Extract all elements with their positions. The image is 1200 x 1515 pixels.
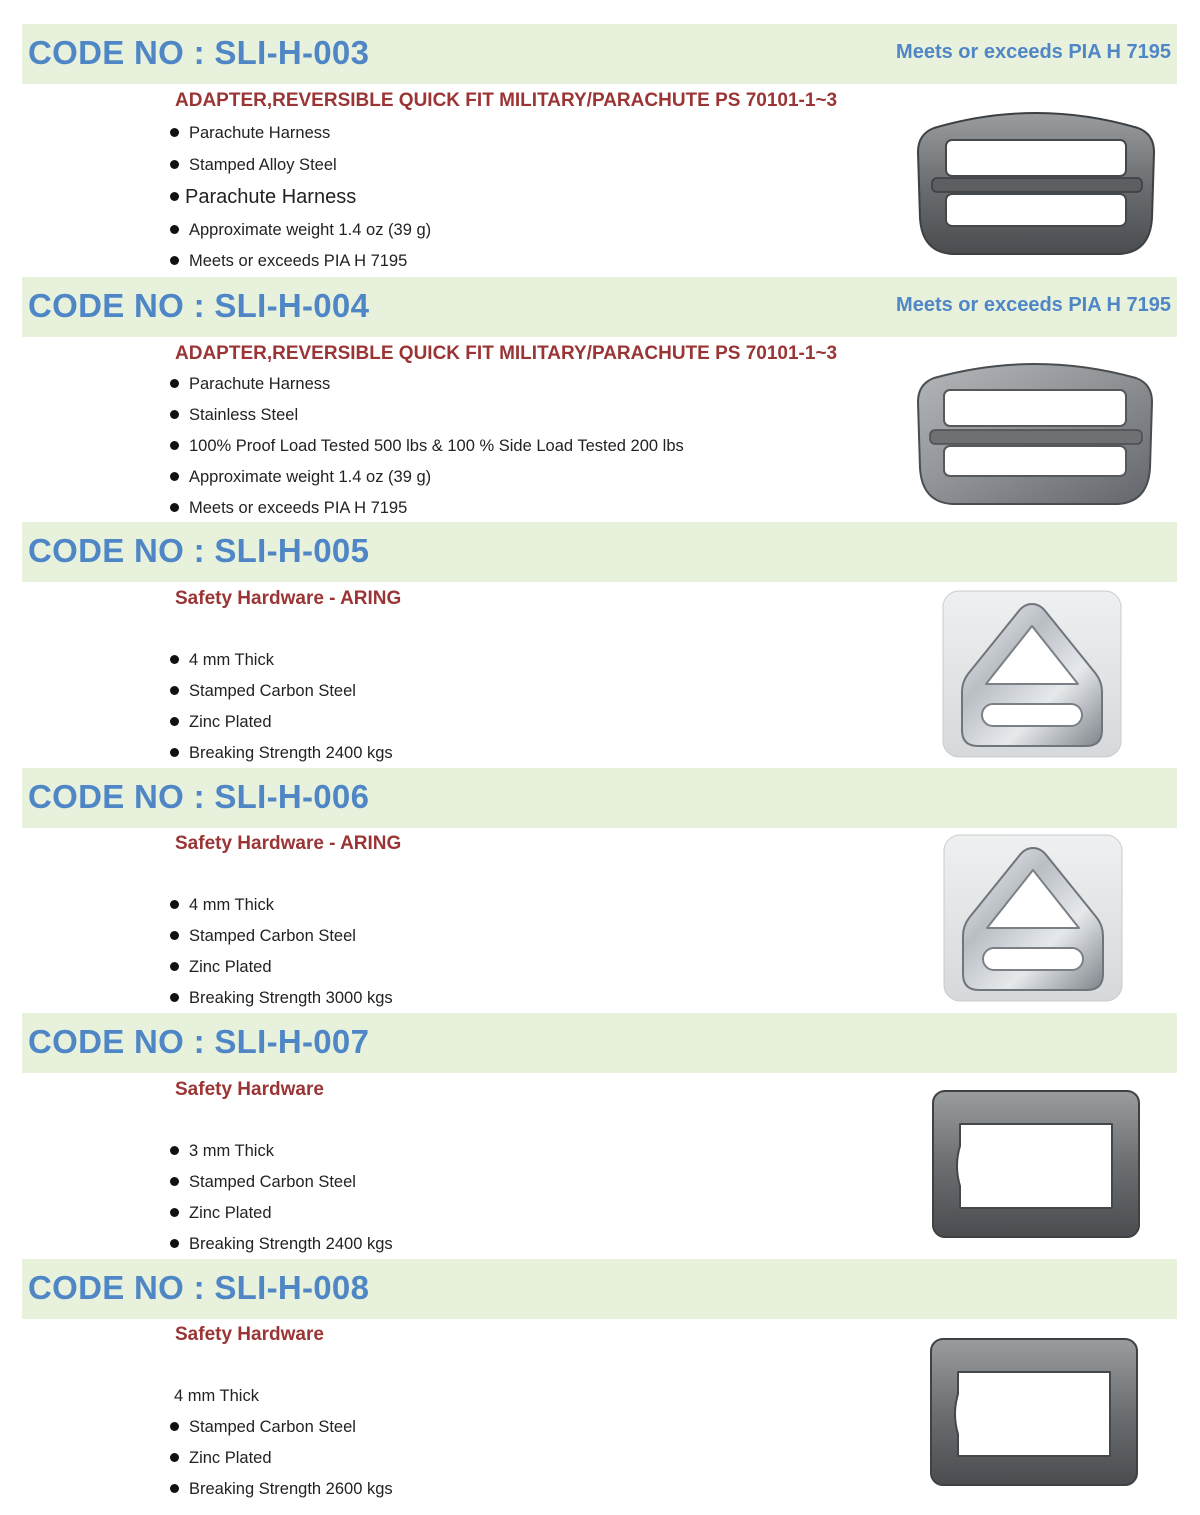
bullet-icon bbox=[170, 256, 179, 265]
feature-item: Zinc Plated bbox=[170, 1204, 272, 1223]
feature-item: Zinc Plated bbox=[170, 713, 272, 732]
product-subtitle: Safety Hardware - ARING bbox=[175, 833, 402, 854]
feature-item: Stamped Carbon Steel bbox=[170, 1173, 356, 1192]
feature-item: Approximate weight 1.4 oz (39 g) bbox=[170, 221, 431, 240]
product-code: CODE NO : SLI-H-007 bbox=[28, 1023, 370, 1060]
bullet-icon bbox=[170, 1208, 179, 1217]
product-code: CODE NO : SLI-H-008 bbox=[28, 1269, 370, 1306]
product-code: CODE NO : SLI-H-003 bbox=[28, 34, 370, 71]
section-header bbox=[22, 768, 1177, 828]
bullet-icon bbox=[170, 1177, 179, 1186]
product-subtitle: ADAPTER,REVERSIBLE QUICK FIT MILITARY/PARACHUTE PS 70101-1~3 bbox=[175, 343, 838, 364]
bullet-icon bbox=[170, 1422, 179, 1431]
feature-item: 3 mm Thick bbox=[170, 1142, 274, 1161]
feature-item: Breaking Strength 2400 kgs bbox=[170, 1235, 393, 1254]
feature-item: Breaking Strength 2400 kgs bbox=[170, 744, 393, 763]
section-header bbox=[22, 522, 1177, 582]
section-header bbox=[22, 24, 1177, 84]
bullet-icon bbox=[170, 192, 179, 201]
bullet-icon bbox=[170, 160, 179, 169]
feature-item: Breaking Strength 2600 kgs bbox=[170, 1480, 393, 1499]
rectangular-ring-image bbox=[928, 1336, 1140, 1488]
section-header bbox=[22, 1013, 1177, 1073]
feature-item: Stamped Carbon Steel bbox=[170, 1418, 356, 1437]
bullet-icon bbox=[170, 931, 179, 940]
a-ring-image bbox=[942, 834, 1124, 1002]
rectangular-ring-image bbox=[930, 1088, 1142, 1240]
bullet-icon bbox=[170, 900, 179, 909]
product-subtitle: ADAPTER,REVERSIBLE QUICK FIT MILITARY/PARACHUTE PS 70101-1~3 bbox=[175, 90, 838, 111]
bullet-icon bbox=[170, 1239, 179, 1248]
bullet-icon bbox=[170, 748, 179, 757]
product-subtitle: Safety Hardware bbox=[175, 1079, 324, 1100]
bullet-icon bbox=[170, 717, 179, 726]
product-code: CODE NO : SLI-H-005 bbox=[28, 532, 370, 569]
bullet-icon bbox=[170, 379, 179, 388]
standard-note: Meets or exceeds PIA H 7195 bbox=[896, 41, 1171, 63]
feature-item: Meets or exceeds PIA H 7195 bbox=[170, 252, 407, 271]
bullet-icon bbox=[170, 993, 179, 1002]
bullet-icon bbox=[170, 655, 179, 664]
product-subtitle: Safety Hardware bbox=[175, 1324, 324, 1345]
feature-item: Stamped Carbon Steel bbox=[170, 927, 356, 946]
feature-item: Zinc Plated bbox=[170, 1449, 272, 1468]
a-ring-image bbox=[942, 590, 1122, 758]
feature-item: Stamped Carbon Steel bbox=[170, 682, 356, 701]
product-subtitle: Safety Hardware - ARING bbox=[175, 588, 402, 609]
bullet-icon bbox=[170, 962, 179, 971]
section-header bbox=[22, 277, 1177, 337]
product-code: CODE NO : SLI-H-006 bbox=[28, 778, 370, 815]
feature-item: Zinc Plated bbox=[170, 958, 272, 977]
product-code: CODE NO : SLI-H-004 bbox=[28, 287, 370, 324]
bullet-icon bbox=[170, 441, 179, 450]
feature-item: Stamped Alloy Steel bbox=[170, 156, 337, 175]
adapter-image bbox=[912, 352, 1158, 508]
bullet-icon bbox=[170, 1146, 179, 1155]
standard-note: Meets or exceeds PIA H 7195 bbox=[896, 294, 1171, 316]
feature-item: Parachute Harness bbox=[170, 124, 330, 143]
feature-item: Approximate weight 1.4 oz (39 g) bbox=[170, 468, 431, 487]
feature-item: Breaking Strength 3000 kgs bbox=[170, 989, 393, 1008]
feature-item: Parachute Harness bbox=[170, 186, 356, 209]
bullet-icon bbox=[170, 686, 179, 695]
adapter-image bbox=[914, 100, 1158, 260]
bullet-icon bbox=[170, 410, 179, 419]
bullet-icon bbox=[170, 503, 179, 512]
feature-item: Stainless Steel bbox=[170, 406, 298, 425]
feature-item: Meets or exceeds PIA H 7195 bbox=[170, 499, 407, 518]
bullet-icon bbox=[170, 128, 179, 137]
bullet-icon bbox=[170, 1453, 179, 1462]
feature-item: 4 mm Thick bbox=[170, 896, 274, 915]
bullet-icon bbox=[170, 472, 179, 481]
feature-item: Parachute Harness bbox=[170, 375, 330, 394]
section-header bbox=[22, 1259, 1177, 1319]
bullet-icon bbox=[170, 225, 179, 234]
feature-item: 4 mm Thick bbox=[174, 1387, 259, 1405]
bullet-icon bbox=[170, 1484, 179, 1493]
feature-item: 4 mm Thick bbox=[170, 651, 274, 670]
feature-item: 100% Proof Load Tested 500 lbs & 100 % Side Load Tested 200 lbs bbox=[170, 437, 684, 456]
